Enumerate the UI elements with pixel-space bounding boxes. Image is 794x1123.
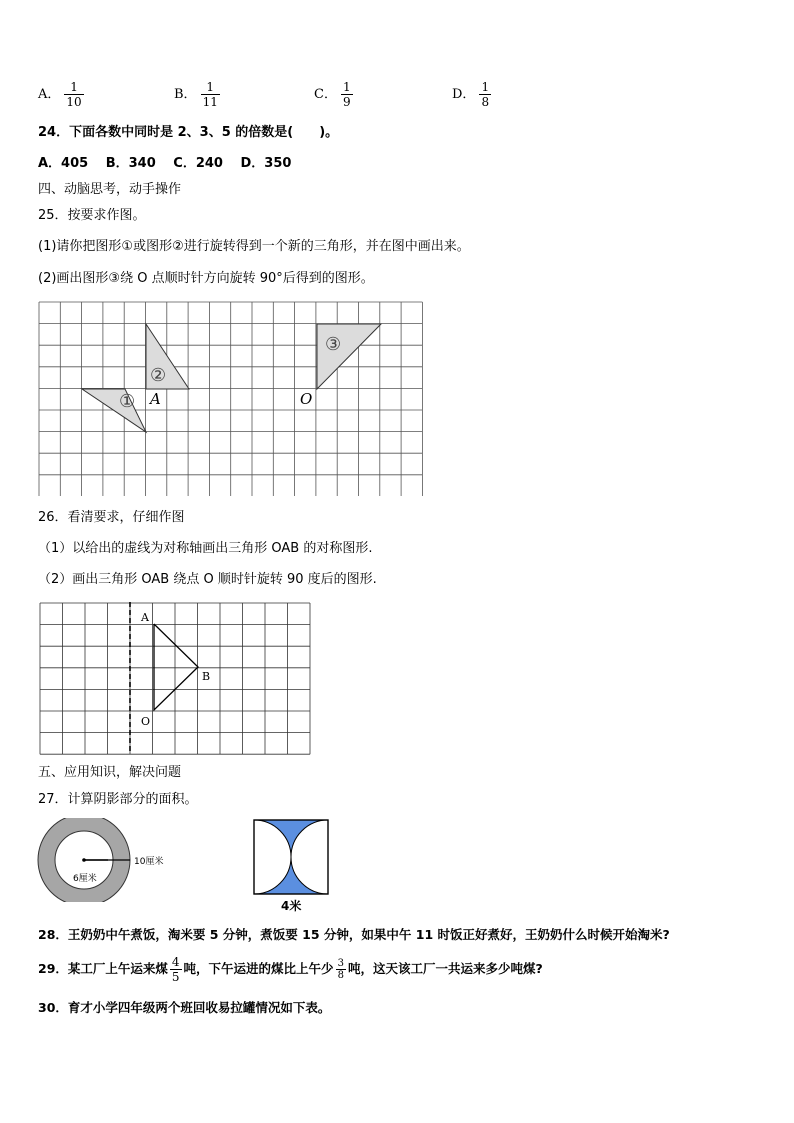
q26-title: 26．看清要求，仔细作图 [38,510,185,525]
ring-inner-label: 6厘米 [73,874,97,884]
q27-square-figure [252,818,332,898]
q25-part2: (2)画出图形③绕 O 点顺时针方向旋转 90°后得到的图形。 [38,271,374,286]
denominator: 10 [66,95,82,109]
q29-part3: 吨，这天该工厂一共运来多少吨煤? [347,961,543,976]
denominator: 11 [202,95,218,109]
q24-options: A．405 B．340 C．240 D．350 [38,156,292,171]
q27-ring-figure [36,818,216,902]
numerator: 3 [337,958,344,969]
denominator: 5 [171,970,180,984]
point-a-label: A [150,390,161,408]
fraction [341,80,353,109]
q25-title: 25．按要求作图。 [38,208,146,223]
q23-option-a [38,80,84,109]
q26-grid-figure [38,602,314,756]
q30-text: 30．育才小学四年级两个班回收易拉罐情况如下表。 [38,1000,331,1015]
option-letter: B． [174,87,197,102]
q28-text: 28．王奶奶中午煮饭，淘米要 5 分钟，煮饭要 15 分钟，如果中午 11 时饭正好煮好，王奶奶什么时候开始淘米? [38,927,670,942]
q25-grid-figure [37,298,425,496]
q29-text [38,954,543,984]
numerator: 1 [70,80,78,94]
q25-part1: (1)请你把图形①或图形②进行旋转得到一个新的三角形，并在图中画出来。 [38,239,470,254]
numerator: 4 [171,955,180,969]
option-letter: A． [38,87,61,102]
fraction-3-8 [336,958,346,981]
fraction [64,80,83,109]
numerator: 1 [206,80,215,94]
section-4-heading: 四、动脑思考，动手操作 [38,182,182,197]
denominator: 8 [337,970,344,981]
q24-stem: 24．下面各数中同时是 2、3、5 的倍数是( )。 [38,125,339,140]
section-5-heading: 五、应用知识，解决问题 [38,765,182,780]
shape-1-label: ① [119,391,136,412]
ring-outer-label: 10厘米 [134,857,164,867]
point-o-label: O [300,390,313,408]
q29-part1: 29．某工厂上午运来煤 [38,961,168,976]
option-letter: D． [452,87,476,102]
numerator: 1 [481,80,490,94]
q29-part2: 吨，下午运进的煤比上午少 [183,961,334,976]
q23-option-b [174,80,220,109]
triangle-oab [154,624,198,710]
shape-3-label: ③ [325,334,342,355]
label-a: A [141,611,149,624]
label-b: B [202,670,211,683]
q26-part2: （2）画出三角形 OAB 绕点 O 顺时针旋转 90 度后的图形. [38,572,377,587]
denominator: 9 [342,95,351,109]
q27-title: 27．计算阴影部分的面积。 [38,792,198,807]
denominator: 8 [481,95,490,109]
numerator: 1 [342,80,351,94]
shape-1-triangle [82,389,146,432]
fraction-4-5 [170,955,182,984]
option-letter: C． [314,87,337,102]
fraction [479,80,491,109]
fraction [201,80,220,109]
q23-option-d [452,80,491,109]
q23-option-c [314,80,353,109]
label-o: O [141,715,151,728]
square-side-label: 4米 [281,899,302,913]
q26-part1: （1）以给出的虚线为对称轴画出三角形 OAB 的对称图形. [38,541,373,556]
shape-2-label: ② [150,365,167,386]
